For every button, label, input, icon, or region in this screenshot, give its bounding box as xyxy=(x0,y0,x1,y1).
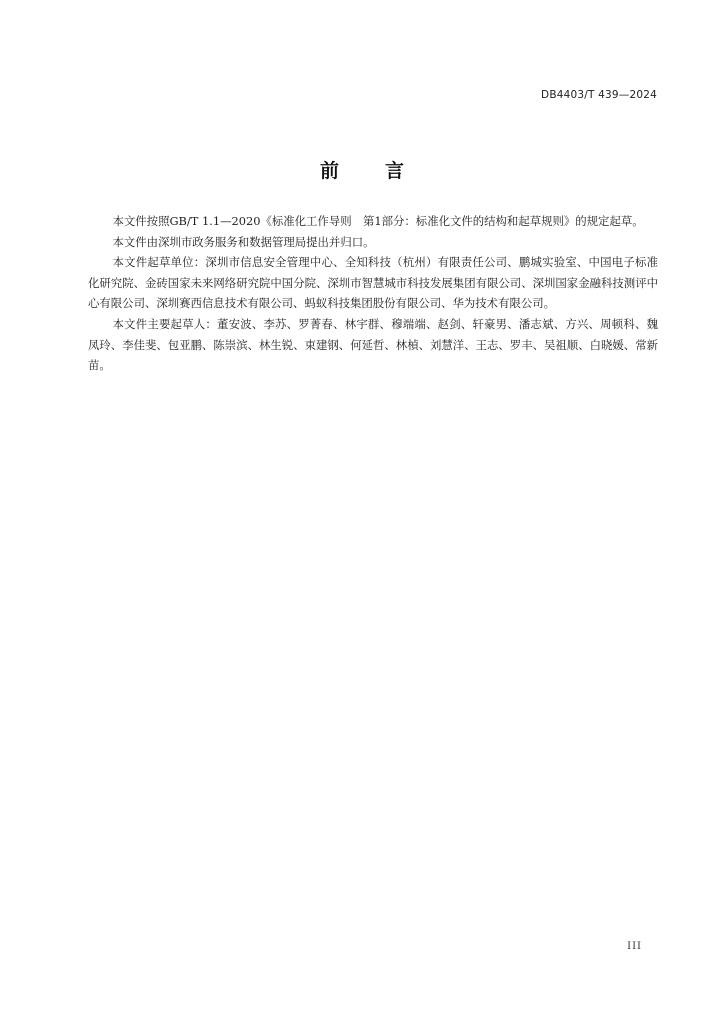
paragraph-drafters: 本文件主要起草人：董安波、李苏、罗菁春、林宇群、穆端端、赵剑、轩豪男、潘志斌、方兴、周顿科、魏凤玲、李佳斐、包亚鹏、陈崇滨、林生锐、束建钢、何延哲、林楨、刘慧洋、王志、罗丰、吴祖顺、白晓媛、常新苗。 xyxy=(88,316,658,373)
document-code: DB4403/T 439—2024 xyxy=(541,89,657,101)
preface-body xyxy=(88,211,658,376)
title-char-2: 言 xyxy=(385,160,405,182)
title-char-1: 前 xyxy=(319,160,339,182)
paragraph-drafting-units: 本文件起草单位：深圳市信息安全管理中心、全知科技（杭州）有限责任公司、鹏城实验室、中国电子标准化研究院、金砖国家未来网络研究院中国分院、深圳市智慧城市科技发展集团有限公司、深圳国家金融科技测评中心有限公司、深圳赛西信息技术有限公司、蚂蚁科技集团股份有限公司、华为技术有限公司。 xyxy=(88,255,658,311)
page-number: III xyxy=(627,941,642,952)
page-title xyxy=(0,156,724,183)
paragraph-drafting-basis: 本文件按照GB/T 1.1—2020《标准化工作导则 第1部分：标准化文件的结构和起草规则》的规定起草。 xyxy=(112,214,644,228)
paragraph-proposer: 本文件由深圳市政务服务和数据管理局提出并归口。 xyxy=(112,234,375,249)
